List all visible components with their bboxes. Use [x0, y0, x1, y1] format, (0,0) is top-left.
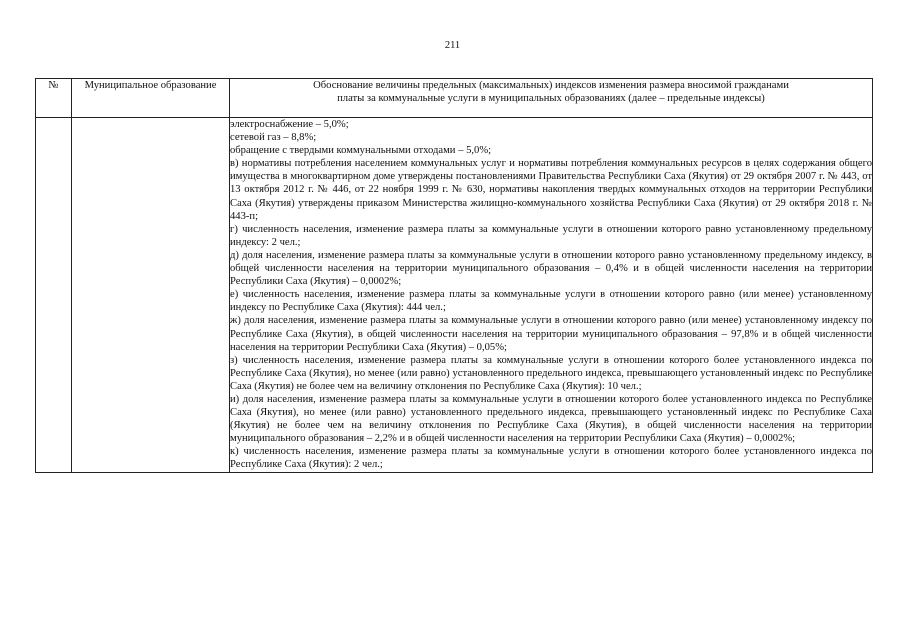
paragraph: з) численность населения, изменение размера платы за коммунальные услуги в отношении которого более установленного индекса по Республике Саха (Якутия), но менее (или равно) установленного предельного индекса, превышающего установленный индекс по Республике Саха (Якутия) не более чем на величину отклонения по Республике Саха (Якутия): 10 чел.;	[230, 354, 872, 392]
paragraph: электроснабжение – 5,0%;	[230, 119, 349, 130]
paragraph: ж) доля населения, изменение размера платы за коммунальные услуги в отношении которого равно (или менее) установленному индексу по Республике Саха (Якутия), в общей численности населения на территории муниципального образования – 97,8% и в общей численности населения на территории Республики Саха (Якутия) – 0,05%;	[230, 315, 872, 353]
column-header-justification	[230, 79, 873, 118]
column-header-number: №	[36, 79, 72, 118]
paragraph: в) нормативы потребления населением коммунальных услуг и нормативы потребления коммунальных ресурсов в целях содержания общего имущества в многоквартирном доме утверждены постановлениями Правительства Республики Саха (Якутия) от 29 октября 2007 г. № 443, от 13 октября 2012 г. № 446, от 22 ноября 1999 г. № 630, нормативы накопления твердых коммунальных отходов на территории Республики Саха (Якутия) утверждены приказом Министерства жилищно-коммунального хозяйства Республики Саха (Якутия) от 29 октября 2018 г. № 443-п;	[230, 158, 872, 222]
paragraph: к) численность населения, изменение размера платы за коммунальные услуги в отношении которого более установленного индекса по Республике Саха (Якутия): 2 чел.;	[230, 446, 872, 471]
paragraph: и) доля населения, изменение размера платы за коммунальные услуги в отношении которого более установленного индекса по Республике Саха (Якутия), но менее (или равно) установленного предельного индекса, превышающего установленный индекс по Республике Саха (Якутия) не более чем на величину отклонения по Республике Саха (Якутия), в общей численности населения на территории муниципального образования – 2,2% и в общей численности населения на территории Республики Саха (Якутия) – 0,0002%;	[230, 393, 872, 445]
page-number: 211	[444, 40, 461, 51]
cell-number	[36, 118, 72, 473]
table-row	[36, 118, 873, 473]
justification-header-line-1: Обоснование величины предельных (максимальных) индексов изменения размера вносимой гражданами	[313, 80, 789, 91]
table-header-row	[36, 79, 873, 118]
indices-table	[35, 78, 873, 473]
paragraph: сетевой газ – 8,8%;	[230, 132, 317, 144]
cell-justification	[230, 118, 873, 473]
paragraph: г) численность населения, изменение размера платы за коммунальные услуги в отношении которого равно установленному предельному индексу: 2 чел.;	[230, 223, 872, 248]
paragraph: обращение с твердыми коммунальными отходами – 5,0%;	[230, 145, 492, 157]
column-header-municipality: Муниципальное образование	[72, 79, 230, 118]
paragraph: д) доля населения, изменение размера платы за коммунальные услуги в отношении которого равно установленному предельному индексу, в общей численности населения на территории муниципального образования – 0,4% и в общей численности населения на территории Республики Саха (Якутия) – 0,0002%;	[230, 249, 872, 288]
justification-header-line-2: платы за коммунальные услуги в муниципальных образованиях (далее – предельные индексы)	[337, 93, 765, 105]
paragraph: е) численность населения, изменение размера платы за коммунальные услуги в отношении которого равно (или менее) установленному индексу по Республике Саха (Якутия): 444 чел.;	[230, 289, 872, 314]
cell-municipality	[72, 118, 230, 473]
